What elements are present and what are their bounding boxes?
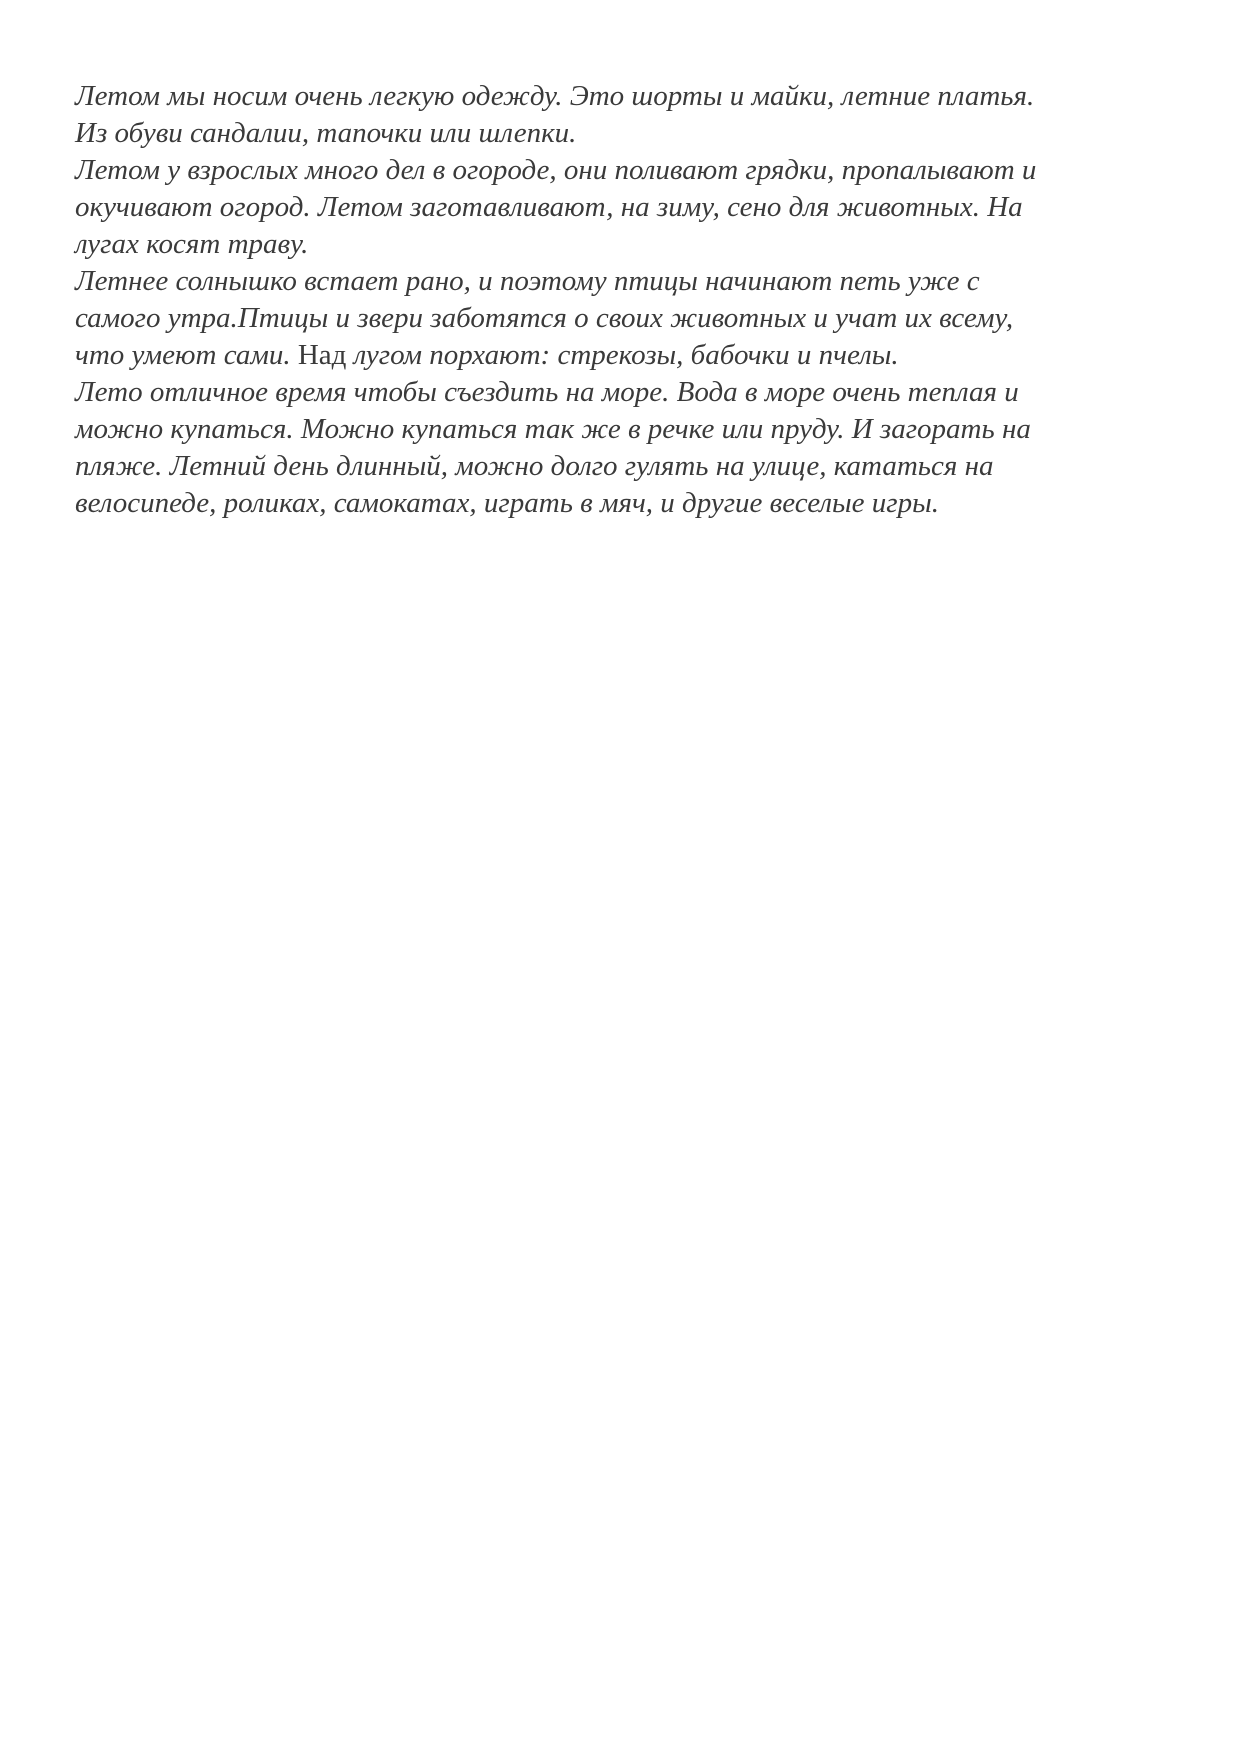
text-line-5: лугах косят траву. (75, 228, 309, 260)
text-line-8-upright-word: Над (297, 339, 347, 371)
text-line-2: Из обуви сандалии, тапочки или шлепки. (75, 117, 577, 149)
text-line-10: можно купаться. Можно купаться так же в речке или пруду. И загорать на (75, 413, 1031, 445)
text-line-6: Летнее солнышко встает рано, и поэтому птицы начинают петь уже с (75, 265, 980, 297)
text-line-7: самого утра.Птицы и звери заботятся о своих животных и учат их всему, (75, 302, 1014, 334)
text-line-1: Летом мы носим очень легкую одежду. Это шорты и майки, летние платья. (75, 80, 1035, 112)
text-line-11: пляже. Летний день длинный, можно долго гулять на улице, кататься на (75, 450, 994, 482)
text-line-8 (75, 337, 1195, 374)
text-line-12: велосипеде, роликах, самокатах, играть в мяч, и другие веселые игры. (75, 487, 939, 519)
text-line-8-end: лугом порхают: стрекозы, бабочки и пчелы. (346, 339, 899, 371)
text-line-4: окучивают огород. Летом заготавливают, на зиму, сено для животных. На (75, 191, 1023, 223)
text-line-3: Летом у взрослых много дел в огороде, они поливают грядки, пропалывают и (75, 154, 1037, 186)
body-text (75, 78, 1195, 522)
text-line-9: Лето отличное время чтобы съездить на море. Вода в море очень теплая и (75, 376, 1019, 408)
text-line-8-start: что умеют сами. (75, 339, 298, 371)
